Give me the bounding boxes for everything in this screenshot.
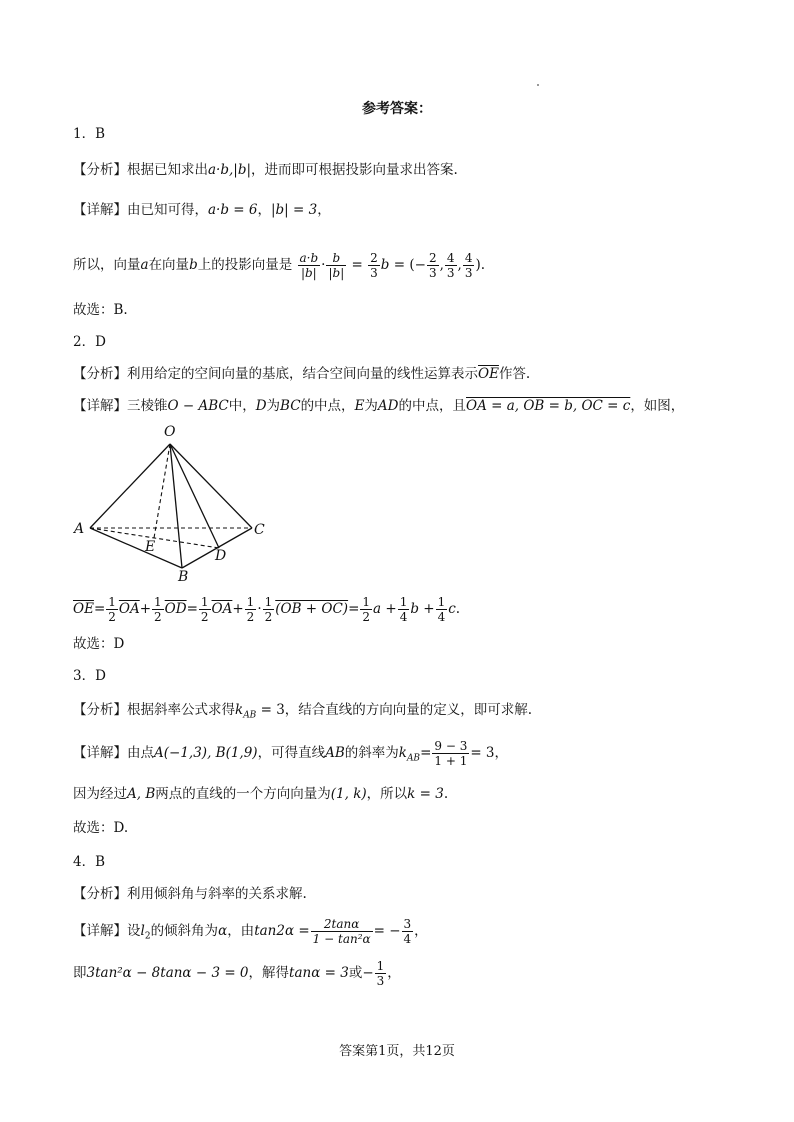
q1-detail: 【详解】由已知可得，a·b = 6，|b| = 3， <box>73 202 331 218</box>
page-title: 参考答案： <box>362 101 432 117</box>
coord-1: $\frac{2}{3}$ <box>428 251 437 280</box>
label-O: O <box>164 424 176 440</box>
edge-OC <box>170 444 252 528</box>
q3-line3: 因为经过A, B两点的直线的一个方向向量为(1, k)，所以k = 3. <box>73 786 449 802</box>
q1-projection: 所以，向量a在向量b上的投影向量是 $\frac{a\cdot b}{|b|}$ · $\frac{b}{|b|}$ = $\frac{2}{3}$ b = (− $\frac{2}{3}$ , $\frac{4}{3}$ , $\frac{4}{3}$ ). <box>73 251 486 280</box>
edge-OB <box>170 444 182 568</box>
edge-AB <box>90 528 182 568</box>
q3-answer: 故选：D. <box>73 820 129 836</box>
q4-analysis: 【分析】利用倾斜角与斜率的关系求解. <box>73 886 307 902</box>
coord-2: $\frac{4}{3}$ <box>446 251 455 280</box>
q2-answer: 故选：D <box>73 636 125 652</box>
proj-frac-1: $\frac{a\cdot b}{|b|}$ <box>299 251 319 280</box>
label-D: D <box>215 548 227 564</box>
q1-number: 1．B <box>73 126 106 142</box>
label-C: C <box>254 522 265 538</box>
q3-analysis: 【分析】根据斜率公式求得$k_{AB} = 3$，结合直线的方向向量的定义，即可求解. <box>73 702 533 721</box>
q4-line3: 即3tan²α − 8tanα − 3 = 0，解得tanα = 3或− $\frac{1}{3}$ ， <box>73 959 401 988</box>
page-footer: 答案第1页，共12页 <box>339 1044 455 1059</box>
stray-mark <box>537 84 539 86</box>
q2-analysis: 【分析】利用给定的空间向量的基底，结合空间向量的线性运算表示$\overline{OE}$作答. <box>73 366 531 382</box>
q4-number: 4．B <box>73 854 106 870</box>
q3-number: 3．D <box>73 668 106 684</box>
q1-answer: 故选：B. <box>73 302 128 318</box>
coord-3: $\frac{4}{3}$ <box>464 251 473 280</box>
proj-frac-2: $\frac{b}{|b|}$ <box>328 251 345 280</box>
label-A: A <box>74 521 85 537</box>
q4-detail: 【详解】设$l_2$的倾斜角为α，由tan2α = $\frac{2\tan\alpha}{\text{1 − tan²α}}$ = − $\frac{3}{4}$ ， <box>73 917 428 946</box>
q2-detail: 【详解】三棱锥O − ABC中，D为BC的中点，E为AD的中点，且OA = a, OB = b, OC = c，如图， <box>73 398 685 414</box>
label-E: E <box>145 539 156 555</box>
proj-frac-3: $\frac{2}{3}$ <box>370 251 378 280</box>
label-B: B <box>178 569 189 583</box>
edge-OD <box>170 444 219 548</box>
q3-detail: 【详解】由点A(−1,3), B(1,9)，可得直线AB的斜率为$k_{AB}=$ $\frac{9 - 3}{1 + 1}$ = 3， <box>73 739 509 768</box>
pyramid-figure <box>72 418 272 583</box>
q2-equation: $\overline{OE}=$ $\frac{1}{2}$ $\overline{OA}+$ $\frac{1}{2}$ $\overline{OD}=$ $\frac{1}{2}$ $\overline{OA}+$ $\frac{1}{2}$ · $\frac{1}{2}$ (OB + OC)= $\frac{1}{2}$ a + $\frac{1}{4}$ b + $\frac{1}{4}$ c. <box>73 595 461 624</box>
q2-number: 2．D <box>73 334 106 350</box>
q1-analysis: 【分析】根据已知求出a·b,|b|，进而即可根据投影向量求出答案. <box>73 162 458 178</box>
